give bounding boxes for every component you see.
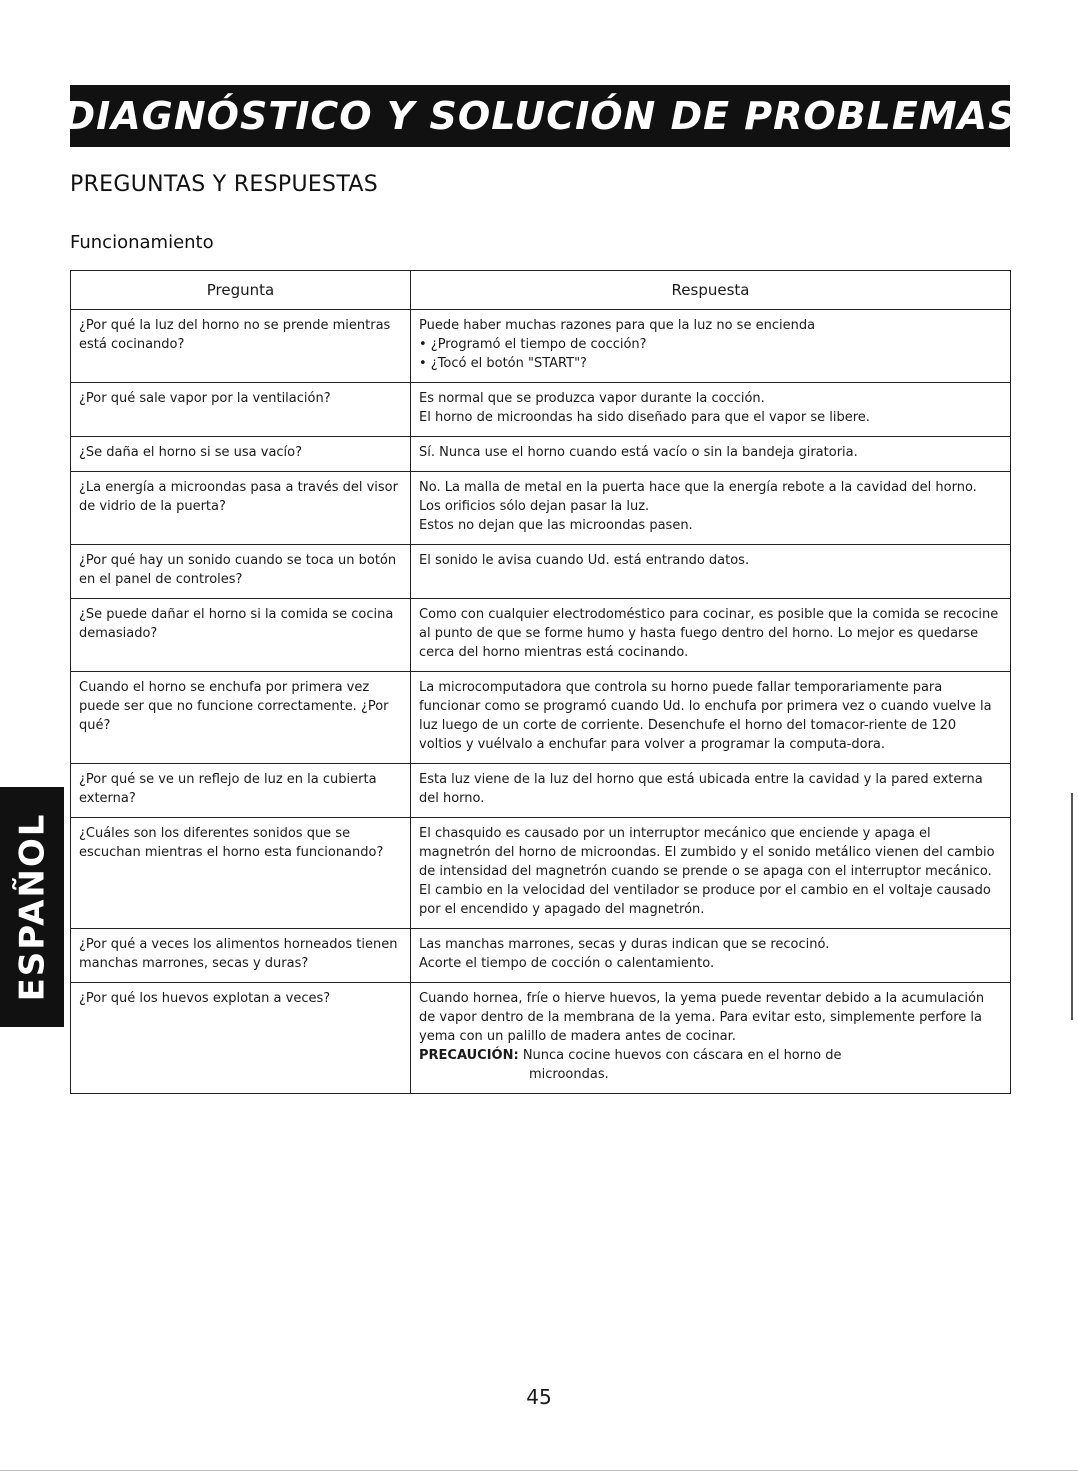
table-row xyxy=(71,764,1011,818)
page-number: 45 xyxy=(526,1385,552,1409)
question-cell: ¿Por qué los huevos explotan a veces? xyxy=(71,983,411,1094)
caution-label: PRECAUCIÓN: xyxy=(419,1048,519,1063)
answer-line: El sonido le avisa cuando Ud. está entrando datos. xyxy=(419,553,750,568)
table-row xyxy=(71,599,1011,672)
table-row xyxy=(71,545,1011,599)
answer-line: Esta luz viene de la luz del horno que está ubicada entre la cavidad y la pared externa del horno. xyxy=(419,772,983,806)
question-cell: ¿Se daña el horno si se usa vacío? xyxy=(71,437,411,472)
answer-line: Como con cualquier electrodoméstico para cocinar, es posible que la comida se recocine al punto de que se forme humo y hasta fuego dentro del horno. Lo mejor es quedarse cerca del horno mientras está cocinando. xyxy=(419,607,999,660)
question-cell: ¿La energía a microondas pasa a través del visor de vidrio de la puerta? xyxy=(71,472,411,545)
caution-text: Nunca cocine huevos con cáscara en el horno de xyxy=(522,1048,842,1063)
answer-line: El chasquido es causado por un interruptor mecánico que enciende y apaga el magnetrón del horno de microondas. El zumbido y el sonido metálico vienen del cambio de intensidad del magnetrón cuando se prende o se apaga con el interruptor mecánico. El cambio en la velocidad del ventilador se produce por el cambio en el voltaje causado por el encendido y apagado del magnetrón. xyxy=(419,826,995,917)
answer-line: El horno de microondas ha sido diseñado para que el vapor se libere. xyxy=(419,410,870,425)
margin-rule xyxy=(1071,793,1073,1020)
table-row xyxy=(71,310,1011,383)
table-row xyxy=(71,929,1011,983)
answer-line: • ¿Programó el tiempo de cocción? xyxy=(419,337,647,352)
answer-line: Es normal que se produzca vapor durante la cocción. xyxy=(419,391,765,406)
answer-line: Sí. Nunca use el horno cuando está vacío o sin la bandeja giratoria. xyxy=(419,445,858,460)
table-row xyxy=(71,818,1011,929)
answer-cell xyxy=(411,764,1011,818)
answer-cell xyxy=(411,672,1011,764)
question-cell: Cuando el horno se enchufa por primera vez puede ser que no funcione correctamente. ¿Por qué? xyxy=(71,672,411,764)
question-cell: ¿Por qué sale vapor por la ventilación? xyxy=(71,383,411,437)
answer-line: No. La malla de metal en la puerta hace que la energía rebote a la cavidad del horno. Los orificios sólo dejan pasar la luz. xyxy=(419,480,977,514)
page-banner xyxy=(63,85,1017,147)
answer-line: La microcomputadora que controla su horno puede fallar temporariamente para funcionar como se programó cuando Ud. lo enchufa por primera vez o cuando vuelve la luz luego de un corte de corriente. Desenchufe el horno del tomacor-riente de 120 voltios y vuélvalo a enchufar para volver a programar la computa-dora. xyxy=(419,680,992,752)
table-row xyxy=(71,672,1011,764)
qa-table xyxy=(70,270,1011,1094)
answer-cell xyxy=(411,383,1011,437)
answer-line: Las manchas marrones, secas y duras indican que se recocinó. xyxy=(419,937,830,952)
answer-cell xyxy=(411,545,1011,599)
side-tab-label: ESPAÑOL xyxy=(12,812,53,1002)
answer-line: Puede haber muchas razones para que la luz no se encienda xyxy=(419,318,816,333)
bottom-rule xyxy=(0,1470,1078,1471)
question-cell: ¿Por qué hay un sonido cuando se toca un botón en el panel de controles? xyxy=(71,545,411,599)
question-cell: ¿Por qué la luz del horno no se prende mientras está cocinando? xyxy=(71,310,411,383)
answer-cell xyxy=(411,983,1011,1094)
section-title: PREGUNTAS Y RESPUESTAS xyxy=(70,172,378,197)
table-row xyxy=(71,383,1011,437)
question-cell: ¿Se puede dañar el horno si la comida se cocina demasiado? xyxy=(71,599,411,672)
caution-note xyxy=(419,1046,1002,1065)
answer-line: Acorte el tiempo de cocción o calentamiento. xyxy=(419,956,715,971)
question-cell: ¿Cuáles son los diferentes sonidos que se escuchan mientras el horno esta funcionando? xyxy=(71,818,411,929)
question-cell: ¿Por qué se ve un reflejo de luz en la cubierta externa? xyxy=(71,764,411,818)
answer-cell xyxy=(411,599,1011,672)
answer-cell xyxy=(411,310,1011,383)
table-header-row xyxy=(71,271,1011,310)
table-row xyxy=(71,437,1011,472)
table-row xyxy=(71,983,1011,1094)
answer-cell xyxy=(411,437,1011,472)
question-cell: ¿Por qué a veces los alimentos horneados tienen manchas marrones, secas y duras? xyxy=(71,929,411,983)
answer-cell xyxy=(411,818,1011,929)
answer-cell xyxy=(411,929,1011,983)
banner-title: DIAGNÓSTICO Y SOLUCIÓN DE PROBLEMAS xyxy=(63,94,1017,138)
table-row xyxy=(71,472,1011,545)
answer-line: Estos no dejan que las microondas pasen. xyxy=(419,518,693,533)
subsection-title: Funcionamiento xyxy=(70,232,214,253)
column-header-answer: Respuesta xyxy=(411,271,1011,310)
answer-line: • ¿Tocó el botón "START"? xyxy=(419,356,587,371)
column-header-question: Pregunta xyxy=(71,271,411,310)
language-side-tab xyxy=(0,787,64,1027)
answer-cell xyxy=(411,472,1011,545)
caution-text-continued: microondas. xyxy=(529,1067,609,1082)
answer-line: Cuando hornea, fríe o hierve huevos, la yema puede reventar debido a la acumulación de vapor dentro de la membrana de la yema. Para evitar esto, simplemente perfore la yema con un palillo de madera antes de cocinar. xyxy=(419,991,985,1044)
